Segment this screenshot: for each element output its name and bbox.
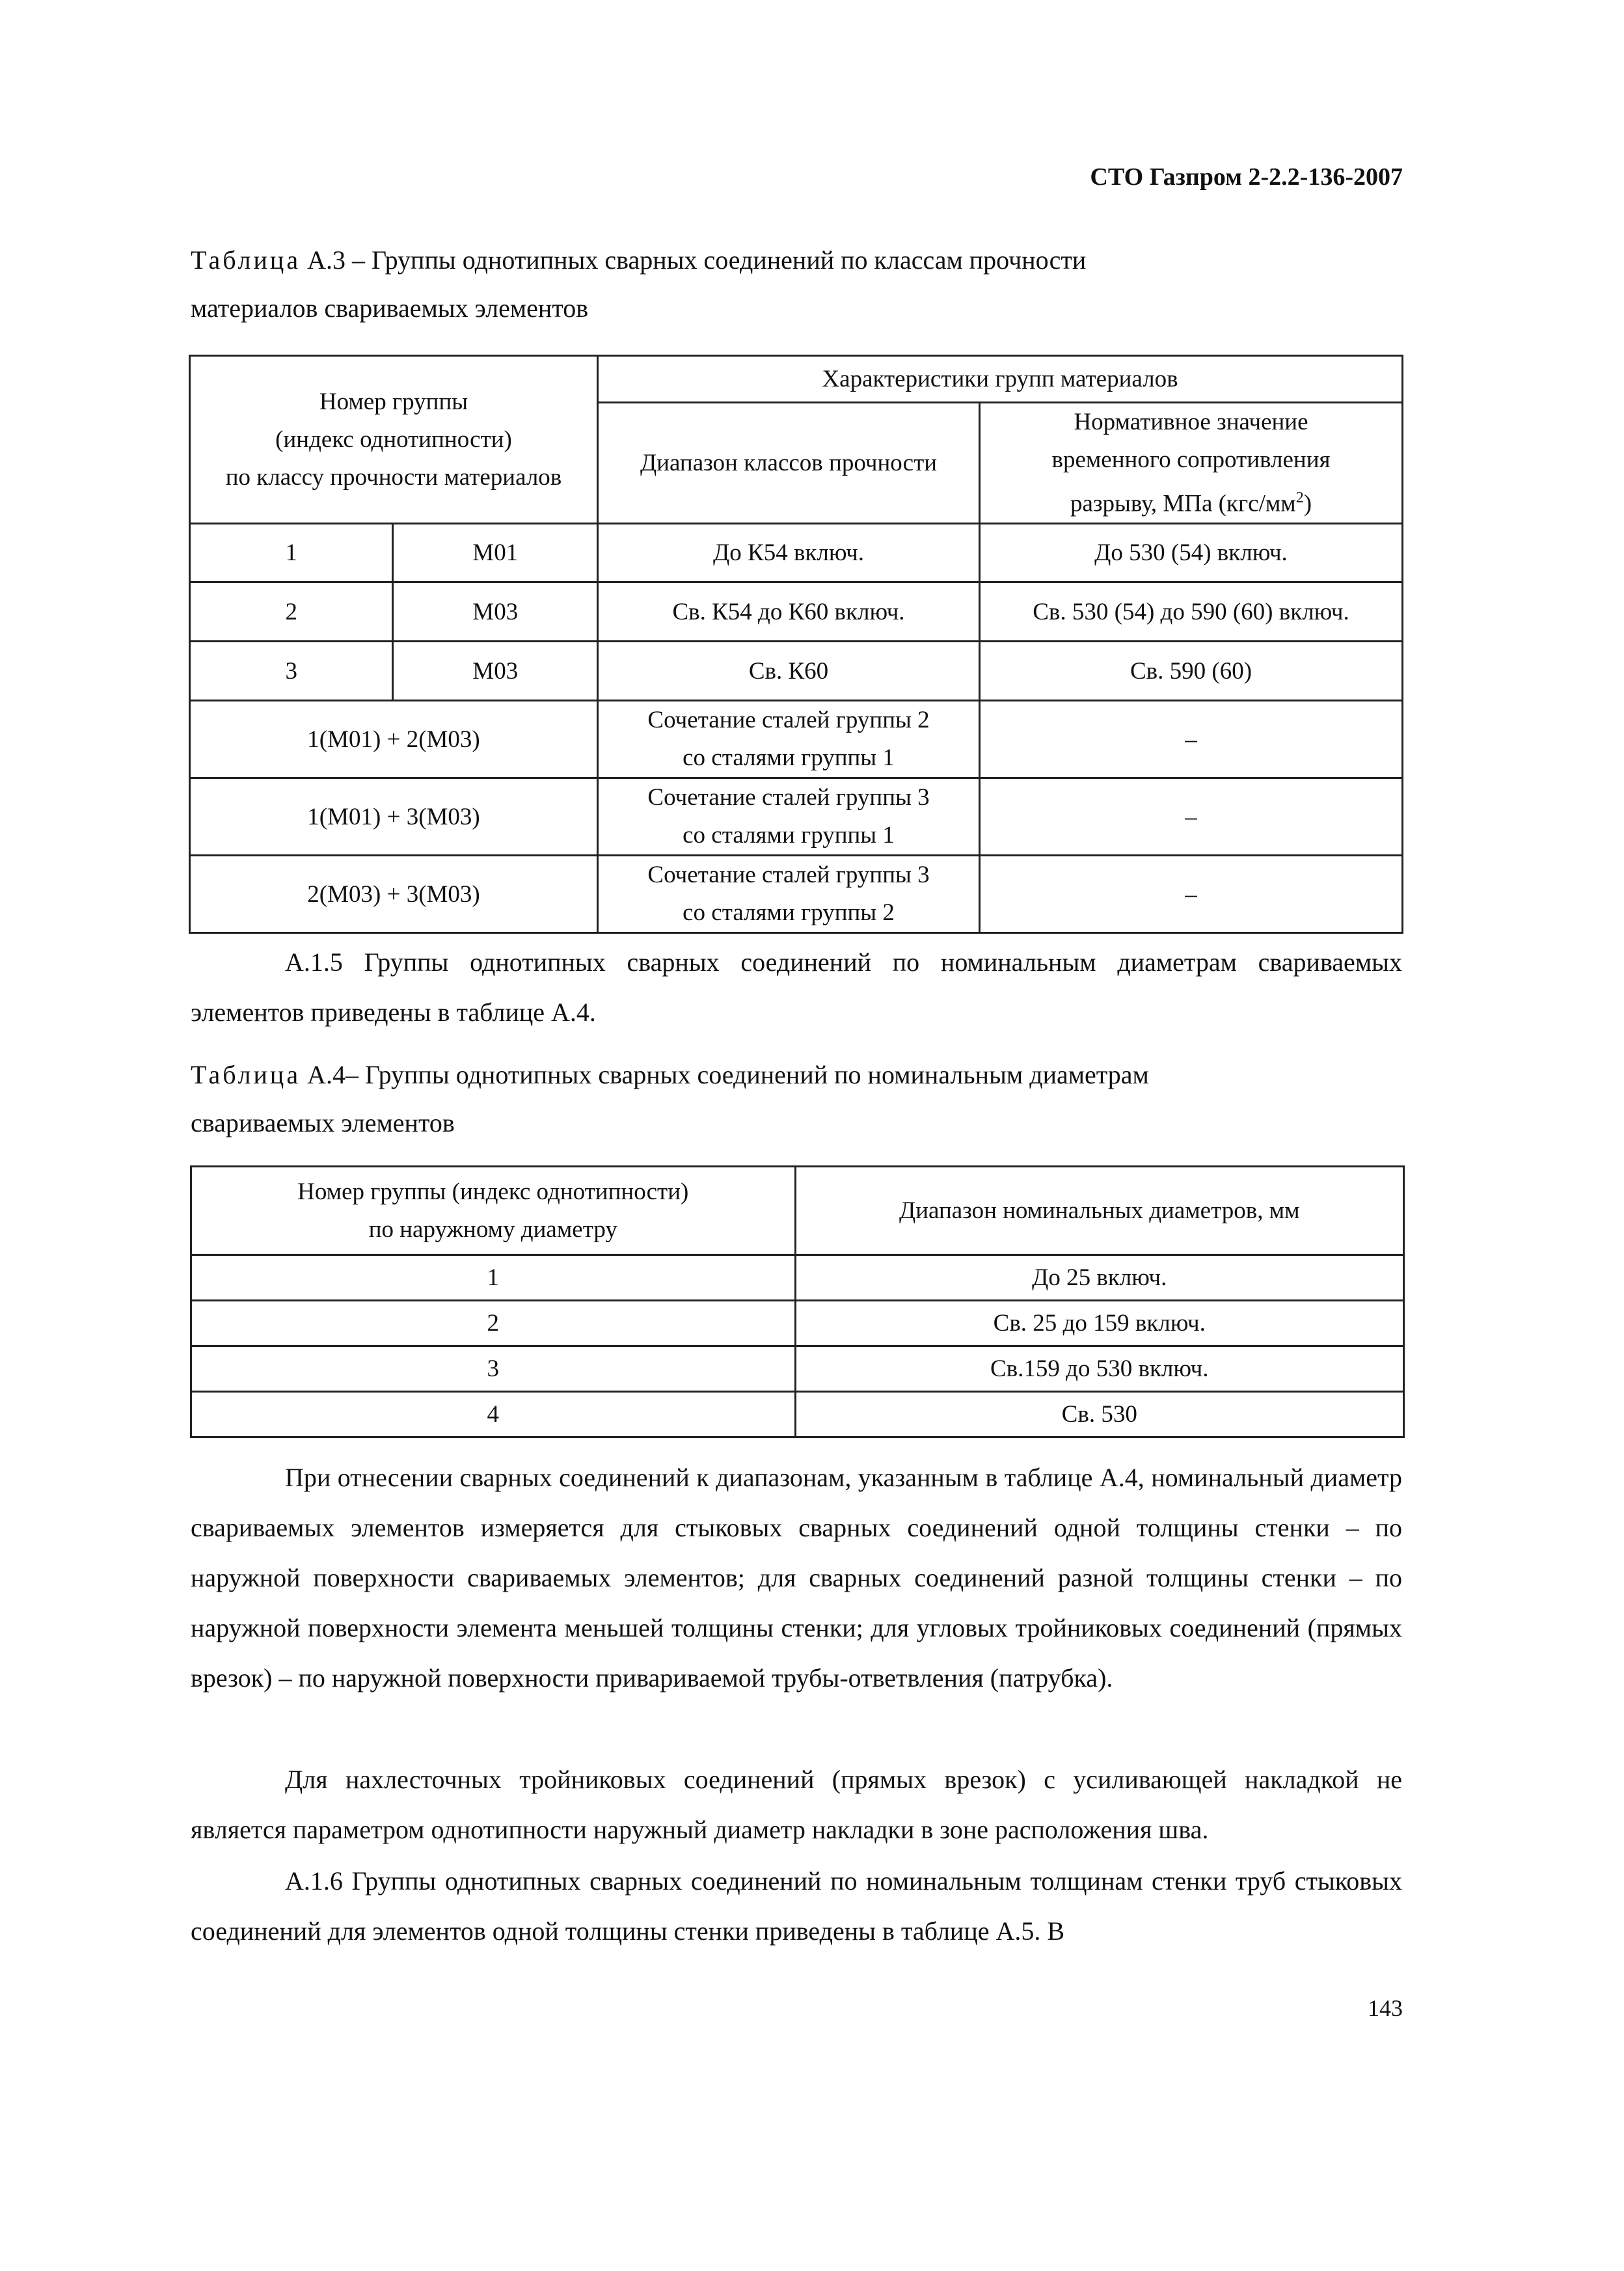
table-a3-head-strength-range: Диапазон классов прочности <box>598 403 980 524</box>
table-a3-caption <box>191 236 1402 333</box>
table-row: 2 М03 Св. К54 до К60 включ. Св. 530 (54) до 590 (60) включ. <box>190 582 1403 642</box>
table-row: 1(М01) + 2(М03) Сочетание сталей группы 2 со сталями группы 1 – <box>190 701 1403 778</box>
table-a4-caption-number: А.4 <box>307 1060 345 1089</box>
table-a4-caption-text-2: свариваемых элементов <box>191 1108 455 1137</box>
table-a4-caption-text: – Группы однотипных сварных соединений по номинальным диаметрам <box>345 1060 1149 1089</box>
table-a3-head-characteristics: Характеристики групп материалов <box>598 356 1403 403</box>
paragraph-overlap: Для нахлесточных тройниковых соединений (прямых врезок) с усиливающей накладкой не является параметром однотипности наружный диаметр накладки в зоне расположения шва. <box>191 1765 1402 1844</box>
table-row: 2(М03) + 3(М03) Сочетание сталей группы 3 со сталями группы 2 – <box>190 856 1403 933</box>
table-a3-caption-text-2: материалов свариваемых элементов <box>191 293 589 323</box>
table-a3-caption-label: Таблица <box>191 245 301 275</box>
paragraph-diameter: При отнесении сварных соединений к диапазонам, указанным в таблице А.4, номинальный диаметр свариваемых элементов измеряется для стыковых сварных соединений одной толщины стенки – по наружной поверхности свариваемых элементов; для сварных соединений разной толщины стенки – по наружной поверхности элемента меньшей толщины стенки; для угловых тройниковых соединений (прямых врезок) – по наружной поверхности привариваемой трубы-ответвления (патрубка). <box>191 1463 1402 1693</box>
table-row: 1 М01 До К54 включ. До 530 (54) включ. <box>190 524 1403 582</box>
table-a4-head-group: Номер группы (индекс однотипности) по наружному диаметру <box>191 1167 796 1255</box>
table-row: 3 М03 Св. К60 Св. 590 (60) <box>190 642 1403 701</box>
table-a3-head-group: Номер группы (индекс однотипности) по классу прочности материалов <box>190 356 598 524</box>
paragraph-a15: А.1.5 Группы однотипных сварных соединений по номинальным диаметрам свариваемых элементов приведены в таблице А.4. <box>191 947 1402 1027</box>
page-number: 143 <box>1368 1995 1403 2021</box>
table-a4-caption <box>191 1051 1402 1147</box>
table-row: 4 Св. 530 <box>191 1392 1404 1437</box>
table-a3-caption-number: А.3 <box>307 245 345 275</box>
table-row: 2 Св. 25 до 159 включ. <box>191 1301 1404 1346</box>
table-row: 1(М01) + 3(М03) Сочетание сталей группы 3 со сталями группы 1 – <box>190 778 1403 856</box>
table-row: 3 Св.159 до 530 включ. <box>191 1346 1404 1392</box>
table-a4-caption-label: Таблица <box>191 1060 301 1089</box>
table-a3 <box>189 355 1403 934</box>
table-a3-head-tensile-strength: Нормативное значение временного сопротивления разрыву, МПа $(кгс/мм^2)$ <box>980 403 1403 524</box>
paragraph-a16: А.1.6 Группы однотипных сварных соединений по номинальным толщинам стенки труб стыковых соединений для элементов одной толщины стенки приведены в таблице А.5. В <box>191 1866 1402 1946</box>
table-a4-head-range: Диапазон номинальных диаметров, мм <box>795 1167 1403 1255</box>
table-a3-caption-text: – Группы однотипных сварных соединений по классам прочности <box>351 245 1087 275</box>
table-row: 1 До 25 включ. <box>191 1255 1404 1301</box>
document-code-header: СТО Газпром 2-2.2-136-2007 <box>1090 163 1403 191</box>
table-a4 <box>190 1165 1405 1438</box>
